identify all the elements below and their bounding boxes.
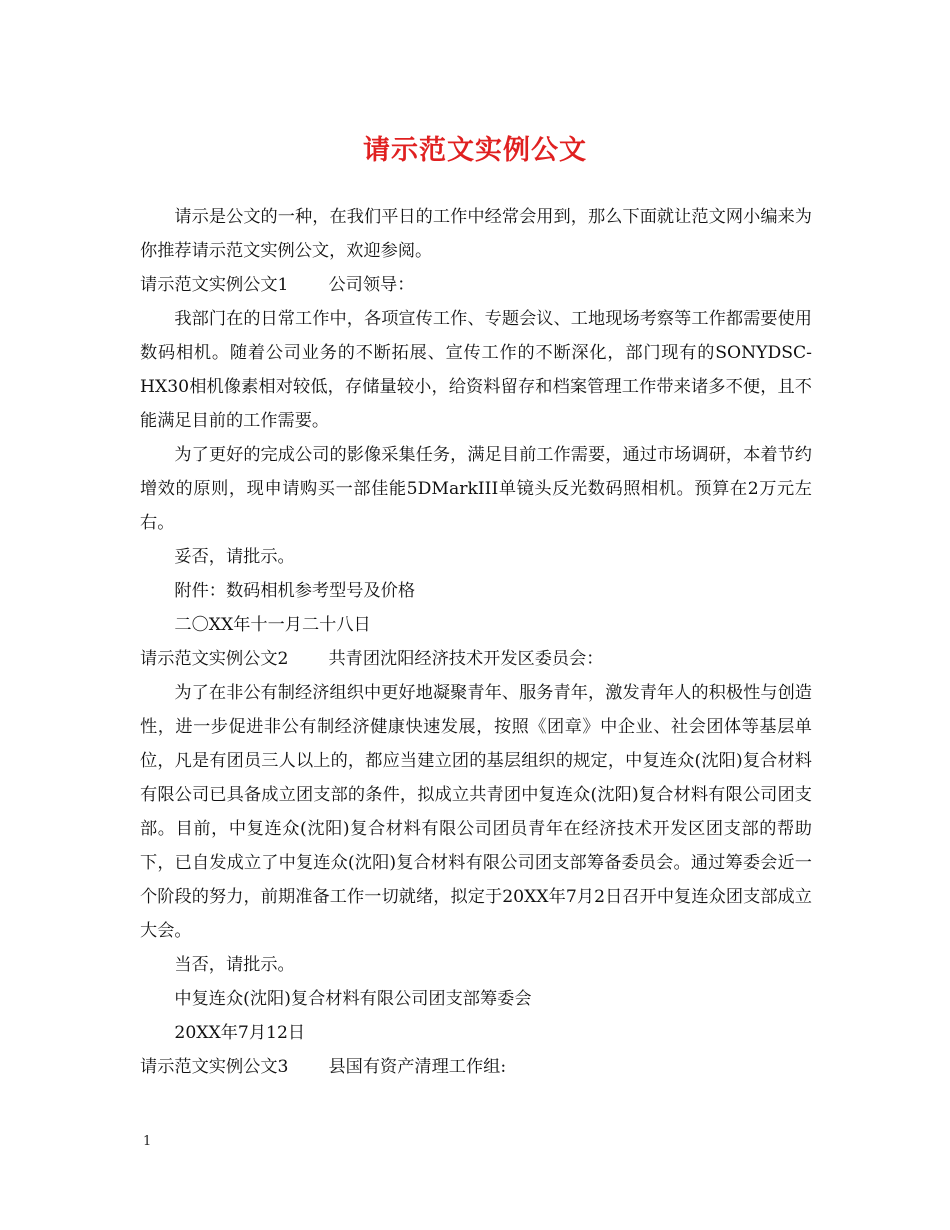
example-1-paragraph-1: 我部门在的日常工作中，各项宣传工作、专题会议、工地现场考察等工作都需要使用数码相机。随着公司业务的不断拓展、宣传工作的不断深化，部门现有的SONYDSC-HX30相机像素相对较低，存储量较小，给资料留存和档案管理工作带来诸多不便，且不能满足目前的工作需要。	[140, 309, 812, 431]
example-2-signature: 中复连众(沈阳)复合材料有限公司团支部筹委会	[174, 989, 532, 1009]
page-number: 1	[143, 1134, 152, 1149]
example-3-heading-line	[140, 1050, 812, 1084]
example-2-heading-line	[140, 642, 812, 676]
document-body	[140, 200, 812, 1084]
example-2-heading: 请示范文实例公文2	[140, 649, 289, 669]
intro-paragraph: 请示是公文的一种，在我们平日的工作中经常会用到，那么下面就让范文网小编来为你推荐请示范文实例公文，欢迎参阅。	[140, 207, 812, 261]
example-3-addressee: 县国有资产清理工作组:	[328, 1057, 507, 1077]
example-1-closing: 妥否，请批示。	[174, 547, 295, 567]
example-2-addressee: 共青团沈阳经济技术开发区委员会：	[328, 649, 604, 669]
example-2-paragraph-1: 为了在非公有制经济组织中更好地凝聚青年、服务青年，激发青年人的积极性与创造性，进一步促进非公有制经济健康快速发展，按照《团章》中企业、社会团体等基层单位，凡是有团员三人以上的，都应当建立团的基层组织的规定，中复连众(沈阳)复合材料有限公司已具备成立团支部的条件，拟成立共青团中复连众(沈阳)复合材料有限公司团支部。目前，中复连众(沈阳)复合材料有限公司团员青年在经济技术开发区团支部的帮助下，已自发成立了中复连众(沈阳)复合材料有限公司团支部筹备委员会。通过筹委会近一个阶段的努力，前期准备工作一切就绪，拟定于20XX年7月2日召开中复连众团支部成立大会。	[140, 683, 812, 941]
document-title: 请示范文实例公文	[363, 135, 587, 166]
example-1-paragraph-2: 为了更好的完成公司的影像采集任务，满足目前工作需要，通过市场调研，本着节约增效的原则，现申请购买一部佳能5DMarkIII单镜头反光数码照相机。预算在2万元左右。	[140, 445, 812, 533]
example-3-heading: 请示范文实例公文3	[140, 1057, 289, 1077]
example-2-date: 20XX年7月12日	[174, 1023, 306, 1043]
example-1-heading-line	[140, 268, 812, 302]
example-1-attachment: 附件：数码相机参考型号及价格	[174, 581, 416, 601]
example-1-heading: 请示范文实例公文1	[140, 275, 289, 295]
example-2-closing: 当否，请批示。	[174, 955, 295, 975]
example-1-date: 二〇XX年十一月二十八日	[174, 615, 371, 635]
example-1-addressee: 公司领导：	[328, 275, 415, 295]
